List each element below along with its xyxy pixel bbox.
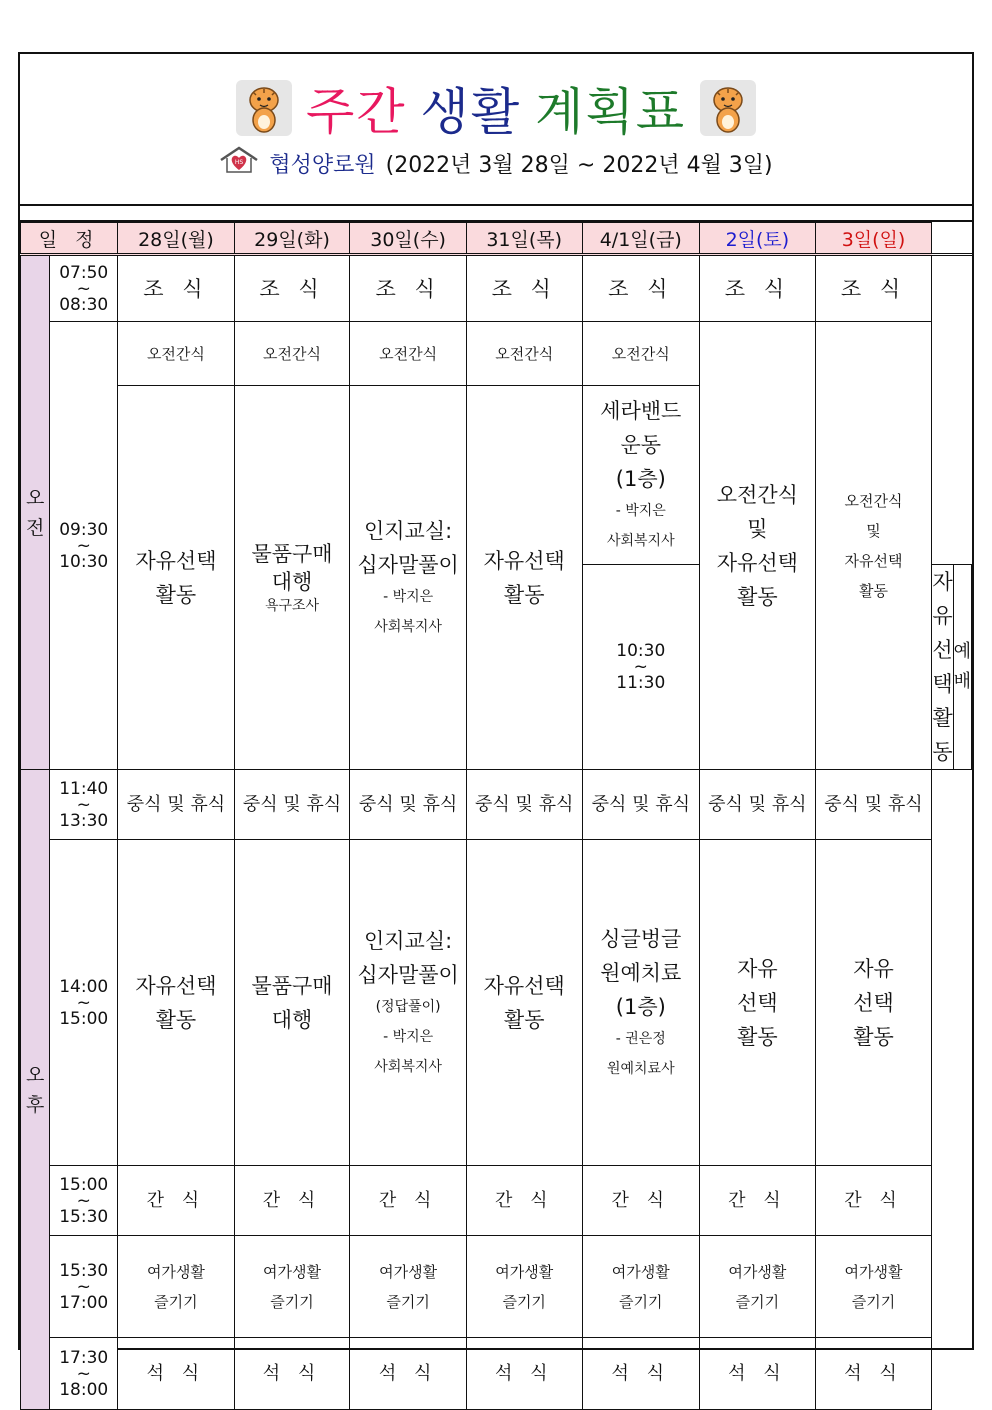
leisure-cell: 여가생활 즐기기 — [118, 1236, 235, 1338]
header-gap-band — [20, 204, 972, 222]
lunch-cell: 중식 및 휴식 — [350, 770, 467, 840]
breakfast-cell: 조 식 — [118, 255, 235, 322]
fri-pm-activity: 싱글벙글 원예치료 (1층) - 권은정 원예치료사 — [582, 840, 700, 1166]
table-row — [21, 1166, 972, 1236]
lunch-cell: 중식 및 휴식 — [700, 770, 816, 840]
time-slot: 11:40 ~ 13:30 — [50, 770, 118, 840]
leisure-cell: 여가생활 즐기기 — [350, 1236, 467, 1338]
am-snack-cell: 오전간식 — [582, 322, 700, 386]
thu-pm-activity: 자유선택 활동 — [466, 840, 582, 1166]
schedule-frame — [18, 52, 974, 1400]
breakfast-cell: 조 식 — [700, 255, 816, 322]
snack-cell: 간 식 — [815, 1166, 932, 1236]
fri-am-activity-1: 세라밴드 운동 (1층) - 박지은 사회복지사 — [582, 386, 700, 565]
day-header-wed: 30일(수) — [350, 223, 467, 255]
title-word-weekly: 주간 — [305, 83, 407, 141]
snack-cell: 간 식 — [582, 1166, 700, 1236]
subtitle-row — [20, 146, 972, 180]
day-header-tue: 29일(화) — [234, 223, 350, 255]
sat-am-activity: 오전간식 및 자유선택 활동 — [700, 322, 816, 770]
leisure-cell: 여가생활 즐기기 — [234, 1236, 350, 1338]
time-slot: 07:50 ~ 08:30 — [50, 255, 118, 322]
am-snack-cell: 오전간식 — [350, 322, 467, 386]
time-slot: 15:00 ~ 15:30 — [50, 1166, 118, 1236]
sun-am-activity: 오전간식 및 자유선택 활동 — [815, 322, 932, 770]
institution-name: 협성양로원 — [269, 152, 376, 178]
am-snack-cell: 오전간식 — [234, 322, 350, 386]
house-heart-logo-icon — [219, 146, 259, 180]
dinner-cell: 석 식 — [466, 1338, 582, 1410]
document-header — [20, 54, 972, 206]
leisure-cell: 여가생활 즐기기 — [582, 1236, 700, 1338]
dinner-cell: 석 식 — [582, 1338, 700, 1410]
table-row — [21, 1236, 972, 1338]
wed-pm-activity: 인지교실: 십자말풀이 (정답풀이) - 박지은 사회복지사 — [350, 840, 467, 1166]
time-slot: 14:00 ~ 15:00 — [50, 840, 118, 1166]
title-word-plan: 계획표 — [535, 83, 687, 141]
day-header-fri: 4/1일(금) — [582, 223, 700, 255]
lunch-cell: 중식 및 휴식 — [815, 770, 932, 840]
logo-text: HS — [235, 159, 244, 166]
snack-cell: 간 식 — [350, 1166, 467, 1236]
wed-am-activity: 인지교실: 십자말풀이 - 박지은 사회복지사 — [350, 386, 467, 770]
am-snack-cell: 오전간식 — [118, 322, 235, 386]
tue-pm-activity: 물품구매 대행 — [234, 840, 350, 1166]
title-word-life: 생활 — [420, 83, 522, 141]
day-header-row — [21, 223, 972, 255]
period-am-label: 오 전 — [21, 255, 50, 770]
tiger-mascot-icon — [236, 80, 292, 136]
breakfast-cell: 조 식 — [234, 255, 350, 322]
snack-cell: 간 식 — [234, 1166, 350, 1236]
dinner-cell: 석 식 — [234, 1338, 350, 1410]
snack-cell: 간 식 — [700, 1166, 816, 1236]
breakfast-cell: 조 식 — [350, 255, 467, 322]
dinner-cell: 석 식 — [350, 1338, 467, 1410]
title-row — [20, 74, 972, 142]
fri-am-activity-2: 자유선택 활동 — [932, 565, 953, 770]
table-row — [21, 840, 972, 1166]
sun-pm-activity: 자유 선택 활동 — [815, 840, 932, 1166]
day-header-sat: 2일(토) — [700, 223, 816, 255]
lunch-cell: 중식 및 휴식 — [582, 770, 700, 840]
thu-am-activity: 자유선택 활동 — [466, 386, 582, 770]
sun-worship-cell: 예배 — [953, 565, 971, 770]
dinner-cell: 석 식 — [815, 1338, 932, 1410]
table-row — [21, 322, 972, 386]
leisure-cell: 여가생활 즐기기 — [700, 1236, 816, 1338]
day-header-thu: 31일(목) — [466, 223, 582, 255]
time-slot: 15:30 ~ 17:00 — [50, 1236, 118, 1338]
dinner-cell: 석 식 — [118, 1338, 235, 1410]
time-slot: 09:30 ~ 10:30 — [50, 322, 118, 770]
table-row — [21, 255, 972, 322]
day-header-sun: 3일(일) — [815, 223, 932, 255]
schedule-corner-label: 일 정 — [21, 223, 118, 255]
leisure-cell: 여가생활 즐기기 — [815, 1236, 932, 1338]
period-pm-label: 오 후 — [21, 770, 50, 1410]
day-header-mon: 28일(월) — [118, 223, 235, 255]
breakfast-cell: 조 식 — [582, 255, 700, 322]
mon-am-activity: 자유선택 활동 — [118, 386, 235, 770]
am-snack-cell: 오전간식 — [466, 322, 582, 386]
weekly-schedule-table — [20, 222, 972, 1410]
mon-pm-activity: 자유선택 활동 — [118, 840, 235, 1166]
tiger-mascot-icon — [700, 80, 756, 136]
breakfast-cell: 조 식 — [815, 255, 932, 322]
table-row — [21, 770, 972, 840]
leisure-cell: 여가생활 즐기기 — [466, 1236, 582, 1338]
time-slot: 17:30 ~ 18:00 — [50, 1338, 118, 1410]
lunch-cell: 중식 및 휴식 — [234, 770, 350, 840]
time-slot: 10:30 ~ 11:30 — [582, 565, 700, 770]
lunch-cell: 중식 및 휴식 — [466, 770, 582, 840]
sat-pm-activity: 자유 선택 활동 — [700, 840, 816, 1166]
table-row — [21, 1338, 972, 1410]
snack-cell: 간 식 — [118, 1166, 235, 1236]
dinner-cell: 석 식 — [700, 1338, 816, 1410]
period-range: (2022년 3월 28일 ~ 2022년 4월 3일) — [385, 152, 773, 178]
breakfast-cell: 조 식 — [466, 255, 582, 322]
snack-cell: 간 식 — [466, 1166, 582, 1236]
lunch-cell: 중식 및 휴식 — [118, 770, 235, 840]
tue-am-activity: 물품구매 대행 욕구조사 — [234, 386, 350, 770]
